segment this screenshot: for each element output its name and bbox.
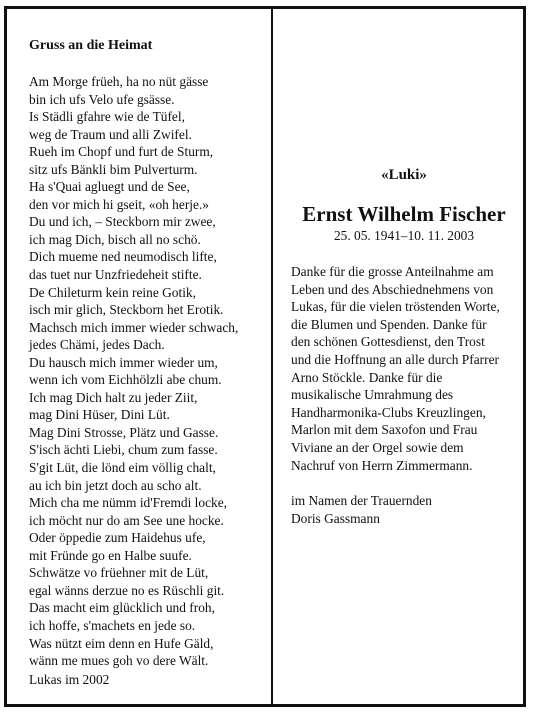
- poem-line: jedes Chämi, jedes Dach.: [29, 337, 165, 353]
- poem-line: Mich cha me nümm id'Fremdi locke,: [29, 495, 228, 511]
- poem-signature: Lukas im 2002: [29, 672, 110, 687]
- poem-line: sitz ufs Bänkli bim Pulverturm.: [29, 161, 198, 177]
- life-dates: 25. 05. 1941–10. 11. 2003: [333, 228, 475, 243]
- thanks-line: die Blumen und Spenden. Danke für: [291, 316, 487, 332]
- poem-line: wänn me mues goh vo dere Wält.: [29, 653, 209, 669]
- deceased-name: Ernst Wilhelm Fischer: [302, 202, 506, 226]
- thanks-line: Arno Stöckle. Danke für die: [291, 369, 443, 385]
- thanks-line: Danke für die grosse Anteilnahme am: [291, 264, 494, 279]
- poem-line: ich möcht nur do am See une hocke.: [29, 512, 224, 528]
- poem-line: Am Morge früeh, ha no nüt gässe: [29, 74, 209, 89]
- memorial-card: [4, 6, 526, 707]
- poem-line: De Chileturm kein reine Gotik,: [29, 284, 196, 300]
- poem-line: Machsch mich immer wieder schwach,: [29, 319, 239, 335]
- thanks-text: [291, 263, 517, 474]
- thanks-line: den schönen Gottesdienst, den Trost: [291, 334, 485, 350]
- center-divider: [271, 9, 273, 704]
- right-panel: [291, 165, 517, 527]
- closing-signer: Doris Gassmann: [291, 510, 380, 526]
- nickname: «Luki»: [381, 167, 427, 183]
- poem-line: Is Städli gfahre wie de Tüfel,: [29, 109, 185, 125]
- thanks-line: Marlon mit dem Saxofon und Frau: [291, 422, 478, 438]
- poem-line: Du hausch mich immer wieder um,: [29, 354, 218, 370]
- poem-line: Dich mueme ned neumodisch lifte,: [29, 249, 217, 265]
- left-panel: [29, 37, 259, 670]
- poem-line: weg de Traum und alli Zwifel.: [29, 126, 192, 142]
- thanks-line: Lukas, für die vielen tröstenden Worte,: [291, 299, 500, 315]
- poem-line: S'git Lüt, die lönd eim völlig chalt,: [29, 460, 216, 476]
- poem-line: Ich mag Dich halt zu jeder Ziit,: [29, 389, 198, 405]
- poem-line: au ich bin jetzt doch au scho alt.: [29, 477, 202, 493]
- poem-line: das tuet nur Unzfriedeheit stifte.: [29, 267, 202, 283]
- thanks-line: musikalische Umrahmung des: [291, 387, 454, 403]
- closing-line: im Namen der Trauernden: [291, 493, 432, 509]
- thanks-line: Leben und des Abschiednehmens von: [291, 281, 494, 297]
- poem-line: egal wänns derzue no es Rüschli git.: [29, 582, 225, 598]
- poem-line: isch mir glich, Steckborn het Erotik.: [29, 302, 224, 318]
- thanks-line: Nachruf von Herrn Zimmermann.: [291, 457, 473, 473]
- poem-line: ich hoffe, s'machets en jede so.: [29, 617, 196, 633]
- poem-line: Oder öppedie zum Haidehus ufe,: [29, 530, 206, 546]
- poem-line: bin ich ufs Velo ufe gsässe.: [29, 91, 175, 107]
- poem: [29, 73, 259, 670]
- poem-line: wenn ich vom Eichhölzli abe chum.: [29, 372, 222, 388]
- poem-line: Rueh im Chopf und furt de Sturm,: [29, 144, 214, 160]
- thanks-line: und die Hoffnung an alle durch Pfarrer: [291, 351, 499, 367]
- poem-line: Das macht eim glücklich und froh,: [29, 600, 215, 616]
- poem-line: mag Dini Hüser, Dini Lüt.: [29, 407, 170, 423]
- poem-line: ich mag Dich, bisch all no schö.: [29, 231, 201, 247]
- poem-line: Mag Dini Strosse, Plätz und Gasse.: [29, 424, 219, 440]
- poem-line: mit Fründe go en Halbe suufe.: [29, 547, 192, 563]
- closing: [291, 492, 517, 527]
- thanks-line: Handharmonika-Clubs Kreuzlingen,: [291, 404, 486, 420]
- poem-line: Du und ich, – Steckborn mir zwee,: [29, 214, 216, 230]
- poem-line: Schwätze vo früehner mit de Lüt,: [29, 565, 209, 581]
- poem-line: Ha s'Quai agluegt und de See,: [29, 179, 190, 195]
- poem-line: Was nützt eim denn en Hufe Gäld,: [29, 635, 214, 651]
- poem-line: den vor mich hi gseit, «oh herje.»: [29, 196, 209, 212]
- poem-line: S'isch ächti Liebi, chum zum fasse.: [29, 442, 218, 458]
- thanks-line: Viviane an der Orgel sowie dem: [291, 439, 464, 455]
- poem-title: Gruss an die Heimat: [29, 38, 153, 53]
